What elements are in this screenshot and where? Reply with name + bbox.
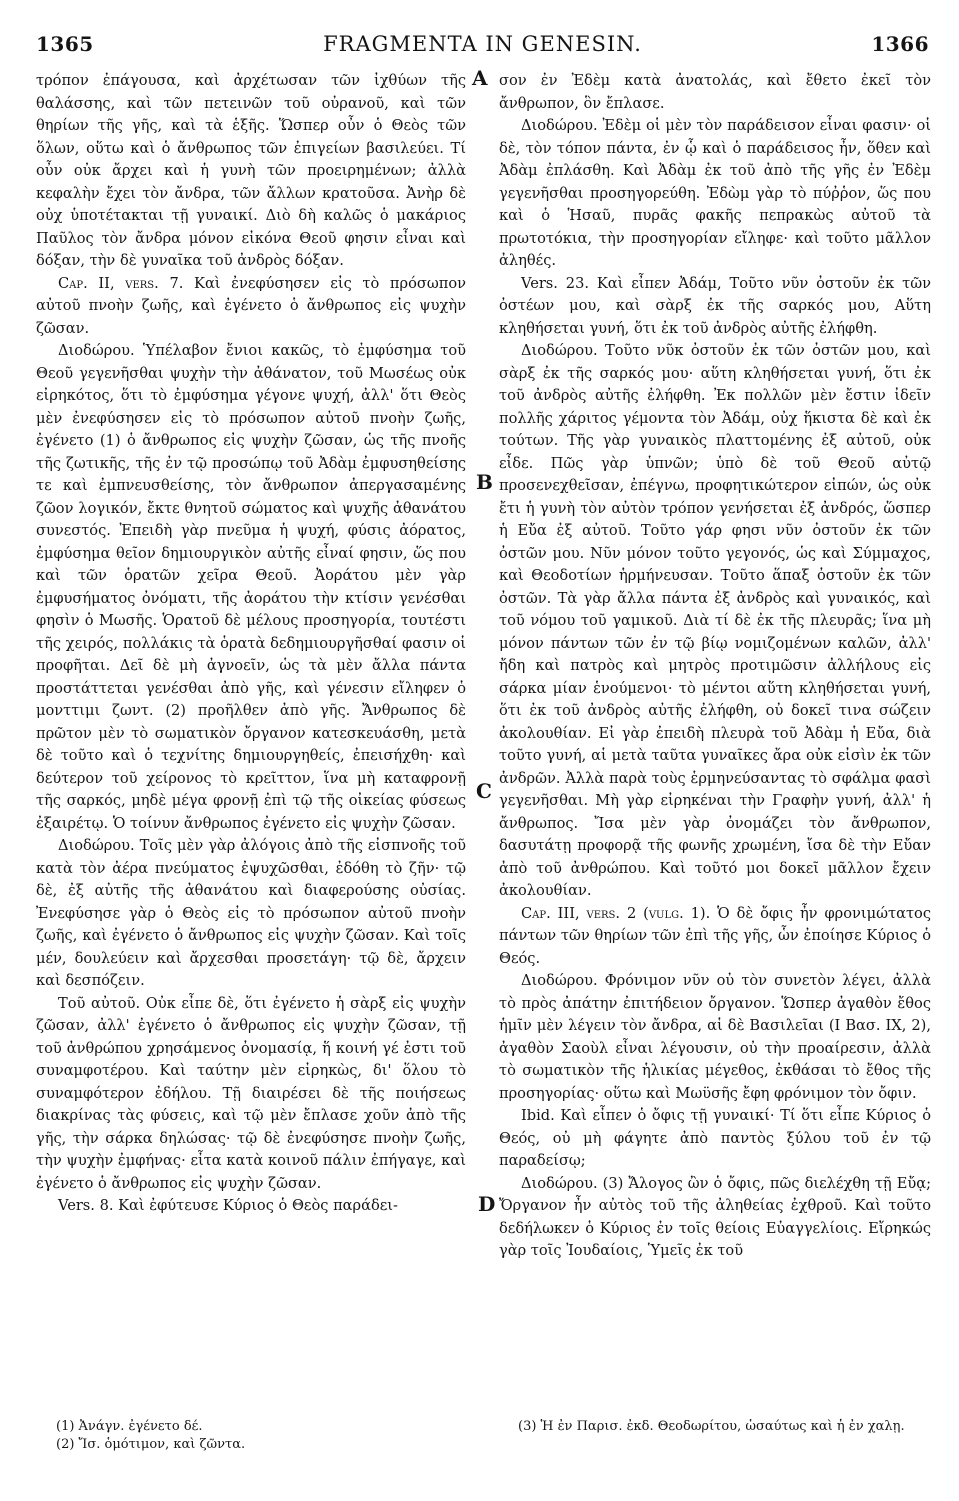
chapter-reference: Cap. III, vers. 2 (vulg. 1).: [521, 904, 711, 922]
right-paragraph-7: Ibid. Καὶ εἶπεν ὁ ὄφις τῇ γυναικί· Τί ὅτι εἶπε Κύριος ὁ Θεός, οὐ μὴ φάγητε ἀπὸ παντὸς ξύλου τοῦ ἐν τῷ παραδείσῳ;: [499, 1107, 931, 1169]
left-paragraph-4: Διοδώρου. Τοῖς μὲν γὰρ ἀλόγοις ἀπὸ τῆς εἰσπνοῆς τοῦ κατὰ τὸν ἀέρα πνεύματος ἐψυχῶσθαι, ἐδόθη τὸ ζῆν· τῷ δὲ, ἐξ αὐτῆς τῆς ἀθανάτου καὶ διαφερούσης οὐσίας. Ἐνεφύσησε γὰρ ὁ Θεὸς εἰς τὸ πρόσωπον αὐτοῦ πνοὴν ζωῆς, καὶ ἐγένετο ὁ ἄνθρωπος εἰς ψυχὴν ζῶσαν. Καὶ τοῖς μέν, δουλεύειν καὶ ἄρχεσθαι προσετάγη· τῷ δὲ, ἄρχειν καὶ δεσπόζειν.: [36, 837, 466, 989]
chapter-reference: Cap. II, vers. 7.: [58, 274, 184, 292]
left-paragraph-5: Τοῦ αὐτοῦ. Οὐκ εἶπε δὲ, ὅτι ἐγένετο ἡ σὰρξ εἰς ψυχὴν ζῶσαν, ἀλλ' ἐγένετο ὁ ἄνθρωπος εἰς ψυχὴν ζῶσαν, τῇ τοῦ ἀνθρώπου χρησάμενος ὀνομασίᾳ, ἥ κοινή γέ ἐστι τοῦ συναμφοτέρου. Καὶ ταύτην μὲν εἰρηκὼς, δι' ὅλου τὸ συναμφότερον ἐδήλου. Τῇ διαιρέσει δὲ τῆς ποιήσεως διακρίνας τὰς φύσεις, καὶ τῷ μὲν ἔπλασε χοῦν ἀπὸ τῆς γῆς, τὴν σάρκα δηλώσας· τῷ δὲ ἐνεφύσησε πνοὴν ζωῆς, τὴν ψυχὴν ἐμφήνας· εἶτα κατὰ κοινοῦ πάλιν ἐπήγαγε, καὶ ἐγένετο ὁ ἄνθρωπος εἰς ψυχὴν ζῶσαν.: [36, 994, 466, 1192]
right-paragraph-5: [499, 903, 931, 971]
left-paragraph-1: τρόπον ἐπάγουσα, καὶ ἀρχέτωσαν τῶν ἰχθύων τῆς θαλάσσης, καὶ τῶν πετεινῶν τοῦ οὐρανοῦ, καὶ τῶν θηρίων τῆς γῆς, καὶ τὰ ἑξῆς. Ὥσπερ οὖν ὁ Θεὸς τῶν ὅλων, οὕτω καὶ ὁ ἄνθρωπος τῶν ἐπιγείων βασιλεύει. Τί οὖν οὐκ ἄρχει καὶ ἡ γυνὴ τῶν προειρημένων; ἀλλὰ κεφαλὴν ἔχει τὸν ἄνδρα, τῶν ἄλλων κρατοῦσα. Ἀνὴρ δὲ οὐχ ὑποτέτακται τῇ γυναικί. Διὸ δὴ καλῶς ὁ μακάριος Παῦλος τὸν ἄνδρα μόνον εἰκόνα Θεοῦ φησιν εἶναι καὶ δόξαν, τὴν δὲ γυναῖκα τοῦ ἀνδρὸς δόξαν.: [36, 72, 466, 269]
left-paragraph-3: Διοδώρου. Ὑπέλαβον ἔνιοι κακῶς, τὸ ἐμφύσημα τοῦ Θεοῦ γεγενῆσθαι ψυχὴν τὴν ἀθάνατον, τοῦ Μωσέως οὐκ εἰρηκότος, ὅτι τὸ ἐμφύσημα γέγονε ψυχή, ἀλλ' ὅτι Θεὸς μὲν ἐνεφύσησεν εἰς τὸ πρόσωπον αὐτοῦ πνοὴν ζωῆς, ἐγένετο (1) ὁ ἄνθρωπος εἰς ψυχὴν ζῶσαν, ὡς τῆς πνοῆς τῆς ζωτικῆς, τῆς ἐν τῷ προσώπῳ τοῦ Ἀδὰμ ἐμφυσηθείσης τε καὶ ἐμπνευσθείσης, τὸν ἄνθρωπον ἀπεργασαμένης ζῶον λογικόν, ἔκτε θνητοῦ σώματος καὶ ψυχῆς ἀθανάτου συνεστός. Ἐπειδὴ γὰρ πνεῦμα ἡ ψυχή, φύσις ἀόρατος, ἐμφύσημα θεῖον δημιουργικὸν αὐτῆς εἶναί φησιν, ὥς που καὶ τῶν ὁρατῶν χεῖρα Θεοῦ. Ἀοράτου μὲν γὰρ ἐμφυσήματος ὀνόματι, τῆς ἀοράτου τὴν κτίσιν γενέσθαι φησὶν ὁ Μωσῆς. Ὁρατοῦ δὲ μέλους προσηγορία, τουτέστι τῆς χειρός, πολλάκις τὰ ὁρατὰ δεδημιουργῆσθαί φασιν οἱ προφῆται. Δεῖ δὲ μὴ ἀγνοεῖν, ὡς τὰ μὲν ἄλλα πάντα προστάττεται γενέσθαι ἀπὸ γῆς, καὶ γένεσιν εἴληφεν ὁ μονττιμι ζωντ. (2) προῆλθεν ἀπὸ γῆς. Ἄνθρωπος δὲ πρῶτον μὲν τὸ σωματικὸν ὄργανον κατεσκευάσθη, μετὰ δὲ τοῦτο καὶ ὁ τεχνίτης δημιουργηθείς, ἐπεισήχθη· καὶ δεύτερον τοῦ χείρονος τὸ κρεῖττον, ἵνα μὴ καταφρονῇ τῆς σαρκός, μηδὲ μέγα φρονῇ ἐπὶ τῷ τῆς οἰκείας φύσεως ἐξαιρέτῳ. Ὁ τοίνυν ἄνθρωπος ἐγένετο εἰς ψυχὴν ζῶσαν.: [36, 342, 466, 832]
right-paragraph-8: Διοδώρου. (3) Ἄλογος ὢν ὁ ὄφις, πῶς διελέχθη τῇ Εὔᾳ; Ὄργανον ἦν αὐτὸς τοῦ τῆς ἀληθείας ἐχθροῦ. Καὶ τοῦτο δεδήλωκεν ὁ Κύριος ἐν τοῖς θείοις Εὐαγγελίοις. Εἴρηκώς γὰρ τοῖς Ἰουδαίοις, Ὑμεῖς ἐκ τοῦ: [499, 1174, 931, 1259]
right-column: [499, 70, 931, 1263]
footnote-3: (3) Ἡ ἐν Παρισ. ἐκδ. Θεοδωρίτου, ὡσαύτως καὶ ἡ ἐν χαλῃ.: [518, 1419, 905, 1434]
footnote-1: (1) Ἀνάγν. ἐγένετο δέ.: [56, 1419, 203, 1434]
right-paragraph-1: σον ἐν Ἐδὲμ κατὰ ἀνατολάς, καὶ ἔθετο ἐκεῖ τὸν ἄνθρωπον, ὃν ἔπλασε.: [499, 72, 931, 112]
verse-text: Ὁ δὲ ὄφις ἦν φρονιμώτατος πάντων τῶν θηρίων τῶν ἐπὶ τῆς γῆς, ὧν ἐποίησε Κύριος ὁ Θεός.: [499, 904, 931, 967]
right-paragraph-6: Διοδώρου. Φρόνιμον νῦν οὐ τὸν συνετὸν λέγει, ἀλλὰ τὸ πρὸς ἀπάτην ἐπιτήδειον ὄργανον. Ὥσπερ ἀγαθὸν ἔθος ἡμῖν μὲν λέγειν τὸν ἄνδρα, αἱ δὲ Βασιλεῖαι (Ι Βασ. ΙΧ, 2), ἀγαθὸν Σαοὺλ εἶναι λέγουσιν, οὐ τὴν προαίρεσιν, ἀλλὰ τὸ σωματικὸν τῆς ἡλικίας μέγεθος, ἐκθάσαι τὸ ἔθος τῆς προσηγορίας· οὕτω καὶ Μωϋσῆς ἔφη φρόνιμον τὸν ὄφιν.: [499, 972, 931, 1102]
right-paragraph-2: Διοδώρου. Ἐδὲμ οἱ μὲν τὸν παράδεισον εἶναι φασιν· οἱ δὲ, τὸν τόπον πάντα, ἐν ᾧ καὶ ὁ παράδεισος ἦν, ὅθεν καὶ Ἀδὰμ ἐπλάσθη. Καὶ Ἀδὰμ ἐκ τοῦ ἀπὸ τῆς γῆς ἐν Ἐδὲμ γεγενῆσθαι προσηγορεύθη. Ἐδὼμ γὰρ τὸ πύῤῥον, ὥς που καὶ ὁ Ἡσαῦ, πυρᾶς φακῆς πεπρακὼς αὐτοῦ τὰ πρωτοτόκια, τὴν προσηγορίαν εἴληφε· καὶ τοῦτο μᾶλλον ἀληθές.: [499, 117, 931, 269]
left-paragraph-2: [36, 273, 466, 341]
running-header: [36, 32, 929, 58]
footnote-2: (2) Ἴσ. ὁμότιμον, καὶ ζῶντα.: [56, 1437, 246, 1452]
page-number-right: 1366: [871, 32, 929, 56]
margin-letter-a: A: [472, 66, 488, 90]
margin-letter-d: D: [478, 1192, 496, 1216]
right-footnotes: [518, 1418, 928, 1436]
verse-text: Καὶ ἐνεφύσησεν εἰς τὸ πρόσωπον αὐτοῦ πνοὴν ζωῆς, καὶ ἐγένετο ὁ ἄνθρωπος εἰς ψυχὴν ζῶσαν.: [36, 274, 466, 337]
right-paragraph-4: Διοδώρου. Τοῦτο νῦκ ὀστοῦν ἐκ τῶν ὀστῶν μου, καὶ σὰρξ ἐκ τῆς σαρκός μου· αὕτη κληθήσεται γυνή, ὅτι ἐκ τοῦ ἀνδρὸς αὐτῆς ἐλήφθη. Ἐκ πολλῶν μὲν ἔστιν ἰδεῖν πολλῆς χάριτος γέμοντα τὸν Ἀδάμ, οὐχ ἥκιστα δὲ καὶ ἐκ τούτων. Τῆς γὰρ γυναικὸς πλαττομένης ἐξ αὐτοῦ, οὐκ εἶδε. Πῶς γὰρ ὑπνῶν; ὑπὸ δὲ τοῦ Θεοῦ αὐτῷ προσενεχθεῖσαν, ἐπέγνω, προφητικώτερον εἰπών, ὡς οὐκ ἔτι ἡ γυνὴ τὸν αὐτὸν τρόπον γενήσεται ἐξ ἀνδρός, ὥσπερ ἡ Εὔα ἐξ αὐτοῦ. Τοῦτο γάρ φησι νῦν ὀστοῦν ἐκ τῶν ὀστῶν μου. Νῦν μόνον τοῦτο γεγονός, ὡς καὶ Σύμμαχος, καὶ Θεοδοτίων ἡρμήνευσαν. Τοῦτο ἅπαξ ὀστοῦν ἐκ τῶν ὀστῶν. Τὰ γὰρ ἄλλα πάντα ἐξ ἀνδρὸς καὶ γυναικός, καὶ τοῦ νόμου τοῦ γαμικοῦ. Διὰ τί δὲ ἐκ τῆς πλευρᾶς; ἵνα μὴ μόνον πάντων τῶν ἐν τῷ βίῳ νομιζομένων καλῶν, ἀλλ' ἤδη καὶ πατρὸς καὶ μητρὸς προτιμῶσιν ἀλλήλους εἰς σάρκα μίαν ἑνούμενοι· τὸ μέντοι αὕτη κληθήσεται γυνή, ὅτι ἐκ τοῦ ἀνδρὸς αὐτῆς ἐλήφθη, οὐ δοκεῖ τινα σώζειν ἀκολουθίαν. Εἰ γὰρ ἐπειδὴ πλευρὰ τοῦ Ἀδὰμ ἡ Εὔα, διὰ τοῦτο γυνή, αἱ μετὰ ταῦτα γυναῖκες ἄρα οὐκ εἰσὶν ἐκ τῶν ἀνδρῶν. Ἀλλὰ παρὰ τοὺς ἑρμηνεύσαντας τὸ σφάλμα φασὶ γεγενῆσθαι. Μὴ γὰρ εἰρηκέναι τὴν Γραφὴν γυνή, ἀλλ' ἡ ἄνθρωπος. Ἴσα μὲν γὰρ ὀνομάζει τὸν ἄνθρωπον, δασυτάτῃ προφορᾷ τῆς φωνῆς χρωμένη, ἴσα δὲ τὴν Εὔαν ἀπὸ τοῦ ἀνθρώπου. Καὶ τοῦτό μοι δοκεῖ μᾶλλον ἔχειν ἀκολουθίαν.: [499, 342, 931, 899]
running-title: FRAGMENTA IN GENESIN.: [323, 32, 642, 56]
left-column: [36, 70, 466, 1218]
right-paragraph-3: Vers. 23. Καὶ εἶπεν Ἀδάμ, Τοῦτο νῦν ὀστοῦν ἐκ τῶν ὀστέων μου, καὶ σὰρξ ἐκ τῆς σαρκός μου, Αὕτη κληθήσεται γυνή, ὅτι ἐκ τοῦ ἀνδρὸς αὐτῆς ἐλήφθη.: [499, 274, 931, 337]
page-number-left: 1365: [36, 32, 94, 56]
left-paragraph-6: Vers. 8. Καὶ ἐφύτευσε Κύριος ὁ Θεὸς παράδει-: [58, 1197, 398, 1214]
margin-letter-c: C: [476, 779, 492, 803]
left-footnotes: [56, 1418, 476, 1454]
margin-letter-b: B: [476, 470, 493, 494]
